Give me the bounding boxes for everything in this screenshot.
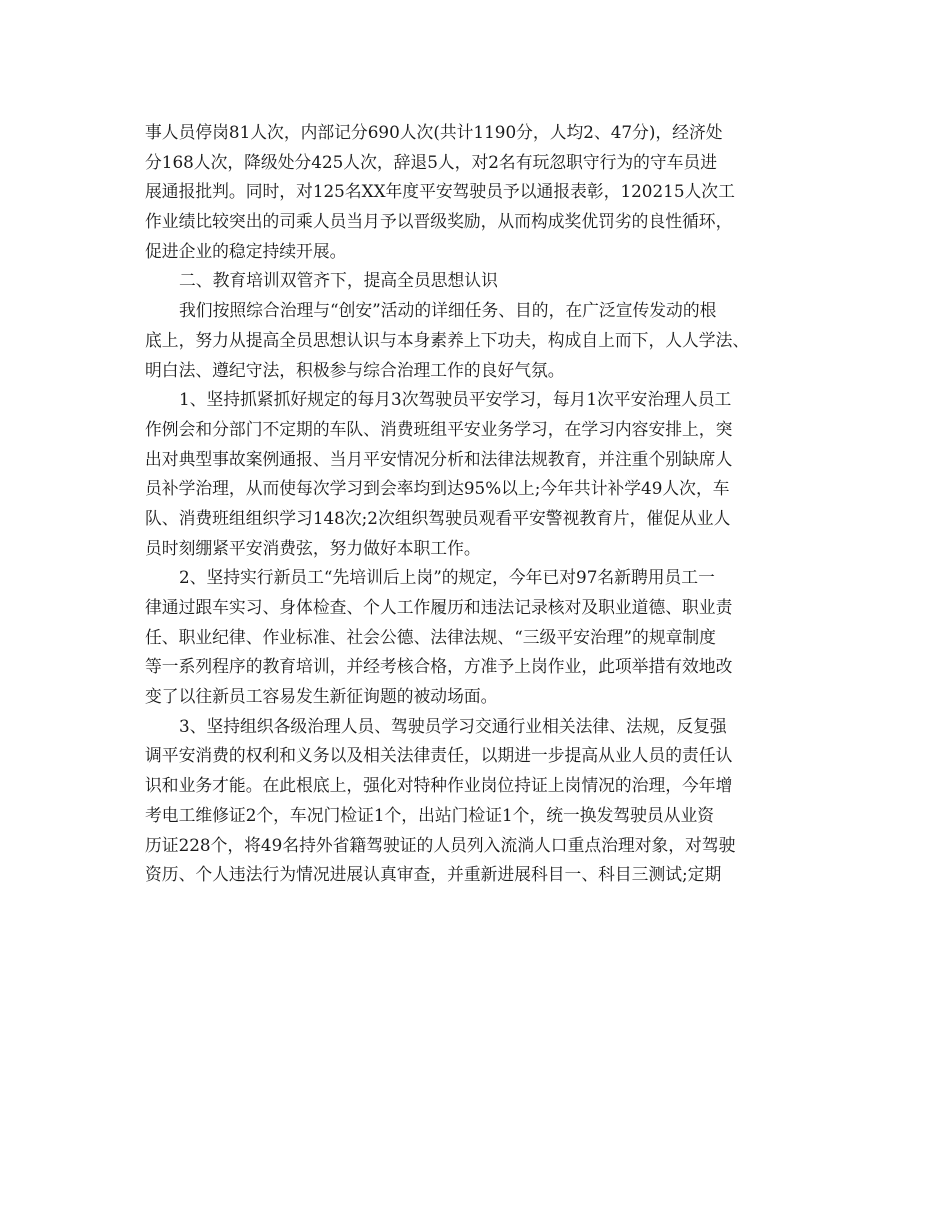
text-line: 作例会和分部门不定期的车队、消费班组平安业务学习，在学习内容安排上，突	[145, 418, 733, 439]
text-line: 识和业务才能。在此根底上，强化对特种作业岗位持证上岗情况的治理，今年增	[145, 775, 733, 796]
text-line: 底上，努力从提高全员思想认识与本身素养上下功夫，构成自上而下，人人学法、	[145, 329, 750, 350]
text-line: 明白法、遵纪守法，积极参与综合治理工作的良好气氛。	[145, 359, 565, 380]
text-line: 作业绩比较突出的司乘人员当月予以晋级奖励，从而构成奖优罚劣的良性循环，	[145, 211, 733, 232]
text-line: 事人员停岗81人次，内部记分690人次(共计1190分，人均2、47分)，经济处	[145, 122, 723, 142]
text-line: 3、坚持组织各级治理人员、驾驶员学习交通行业相关法律、法规，反复强	[179, 715, 727, 736]
text-line: 1、坚持抓紧抓好规定的每月3次驾驶员平安学习，每月1次平安治理人员工	[179, 389, 732, 410]
text-line: 促进企业的稳定持续开展。	[145, 240, 347, 261]
document-body	[145, 118, 805, 890]
text-line: 等一系列程序的教育培训，并经考核合格，方准予上岗作业，此项举措有效地改	[145, 656, 733, 677]
text-line: 员补学治理，从而使每次学习到会率均到达95%以上;今年共计补学49人次，车	[145, 478, 730, 499]
text-line: 展通报批判。同时，对125名XX年度平安驾驶员予以通报表彰，120215人次工	[145, 181, 735, 202]
text-line: 考电工维修证2个，车况门检证1个，出站门检证1个，统一换发驾驶员从业资	[145, 804, 715, 825]
text-line: 队、消费班组组织学习148次;2次组织驾驶员观看平安警视教育片，催促从业人	[145, 507, 731, 528]
text-line: 变了以往新员工容易发生新征询题的被动场面。	[145, 686, 498, 707]
text-line: 历证228个，将49名持外省籍驾驶证的人员列入流淌人口重点治理对象，对驾驶	[145, 834, 736, 855]
text-line: 员时刻绷紧平安消费弦，努力做好本职工作。	[145, 537, 481, 558]
text-line: 分168人次，降级处分425人次，辞退5人，对2名有玩忽职守行为的守车员进	[145, 151, 718, 172]
text-line: 资历、个人违法行为情况进展认真审查，并重新进展科目一、科目三测试;定期	[145, 864, 722, 885]
text-line: 二、教育培训双管齐下，提高全员思想认识	[179, 270, 498, 291]
text-line: 出对典型事故案例通报、当月平安情况分析和法律法规教育，并注重个别缺席人	[145, 448, 733, 469]
text-line: 律通过跟车实习、身体检查、个人工作履历和违法记录核对及职业道德、职业责	[145, 597, 733, 617]
text-line: 任、职业纪律、作业标准、社会公德、法律法规、“三级平安治理”的规章制度	[145, 626, 716, 647]
text-line: 调平安消费的权利和义务以及相关法律责任，以期进一步提高从业人员的责任认	[145, 745, 733, 766]
text-line: 2、坚持实行新员工“先培训后上岗”的规定，今年已对97名新聘用员工一	[179, 567, 715, 588]
text-line: 我们按照综合治理与“创安”活动的详细任务、目的，在广泛宣传发动的根	[179, 300, 717, 321]
